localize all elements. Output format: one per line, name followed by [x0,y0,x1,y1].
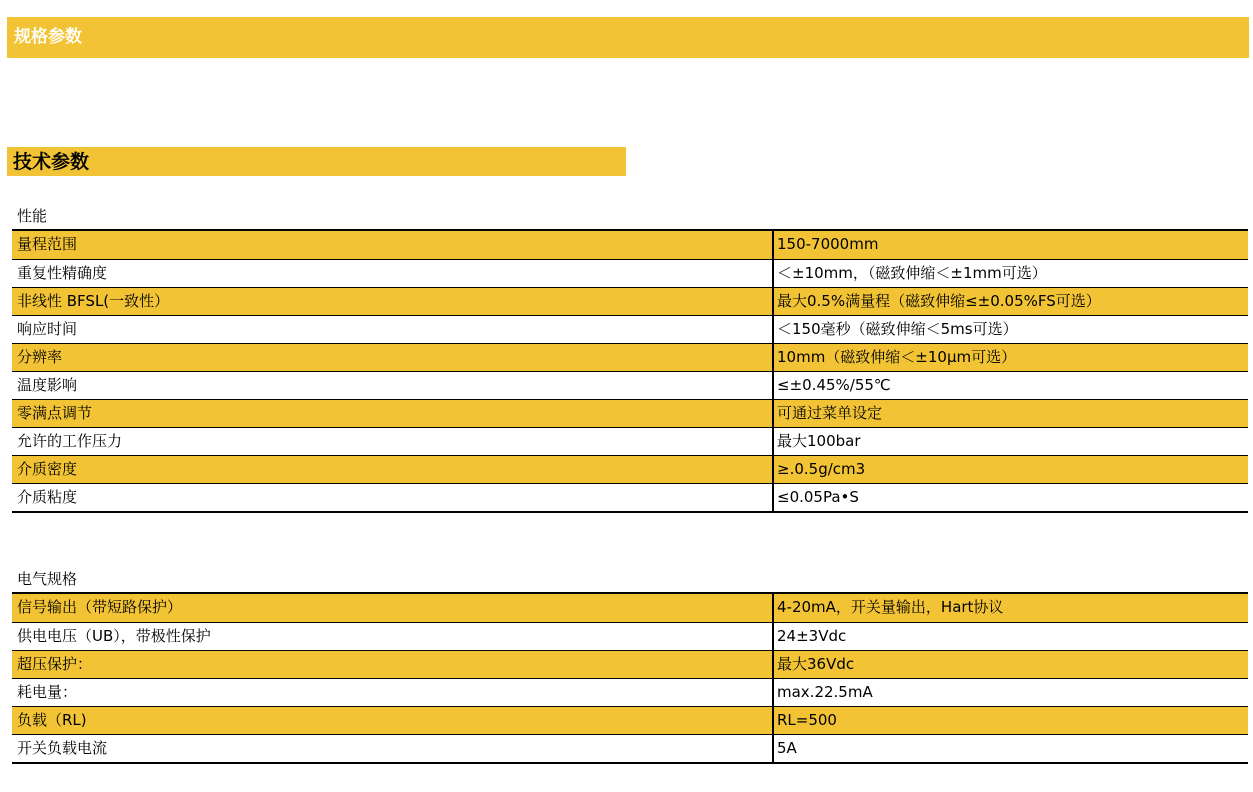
electrical-table [12,592,1248,764]
row-label: 重复性精确度 [17,264,108,282]
table-row [12,678,1248,706]
performance-table [12,229,1248,513]
performance-caption: 性能 [17,207,48,225]
row-label: 分辨率 [17,348,63,366]
row-label: 负载（RL) [17,711,87,729]
row-label: 量程范围 [17,235,78,253]
table-row [12,622,1248,650]
row-label: 响应时间 [17,320,78,338]
row-label: 超压保护： [17,655,93,673]
page-title: 规格参数 [14,27,82,47]
row-value: ≤0.05Pa•S [772,484,1248,511]
table-row [12,706,1248,734]
table-row [12,259,1248,287]
table-row [12,427,1248,455]
row-value: 10mm（磁致伸缩＜±10μm可选） [772,344,1248,371]
row-label: 非线性 BFSL(一致性） [17,292,170,310]
row-label: 零满点调节 [17,404,93,422]
row-value: max.22.5mA [772,679,1248,706]
table-row [12,343,1248,371]
row-label: 信号输出（带短路保护） [17,598,183,616]
row-value: ＜±10mm，（磁致伸缩＜±1mm可选） [772,260,1248,287]
table-row [12,315,1248,343]
header-banner [7,17,1249,58]
row-value: 最大36Vdc [772,651,1248,678]
row-label: 供电电压（UB），带极性保护 [17,627,211,645]
row-value: RL=500 [772,707,1248,734]
row-label: 温度影响 [17,376,78,394]
row-value: ＜150毫秒（磁致伸缩＜5ms可选） [772,316,1248,343]
section-header [7,147,626,176]
table-row [12,734,1248,762]
table-row [12,399,1248,427]
row-value: 24±3Vdc [772,623,1248,650]
row-value: ≥.0.5g/cm3 [772,456,1248,483]
electrical-caption: 电气规格 [17,570,78,588]
row-value: 5A [772,735,1248,762]
table-row [12,231,1248,259]
table-row [12,287,1248,315]
row-value: 最大100bar [772,428,1248,455]
row-label: 耗电量： [17,683,78,701]
table-row [12,483,1248,511]
table-row [12,455,1248,483]
section-title: 技术参数 [13,151,90,173]
row-value: ≤±0.45%/55℃ [772,372,1248,399]
row-value: 4-20mA，开关量输出，Hart协议 [772,594,1248,622]
row-value: 可通过菜单设定 [772,400,1248,427]
table-row [12,371,1248,399]
row-label: 介质粘度 [17,488,78,506]
row-value: 150-7000mm [772,231,1248,259]
table-row [12,650,1248,678]
row-label: 开关负载电流 [17,739,108,757]
row-value: 最大0.5%满量程（磁致伸缩≤±0.05%FS可选） [772,288,1248,315]
row-label: 允许的工作压力 [17,432,123,450]
table-row [12,594,1248,622]
row-label: 介质密度 [17,460,78,478]
